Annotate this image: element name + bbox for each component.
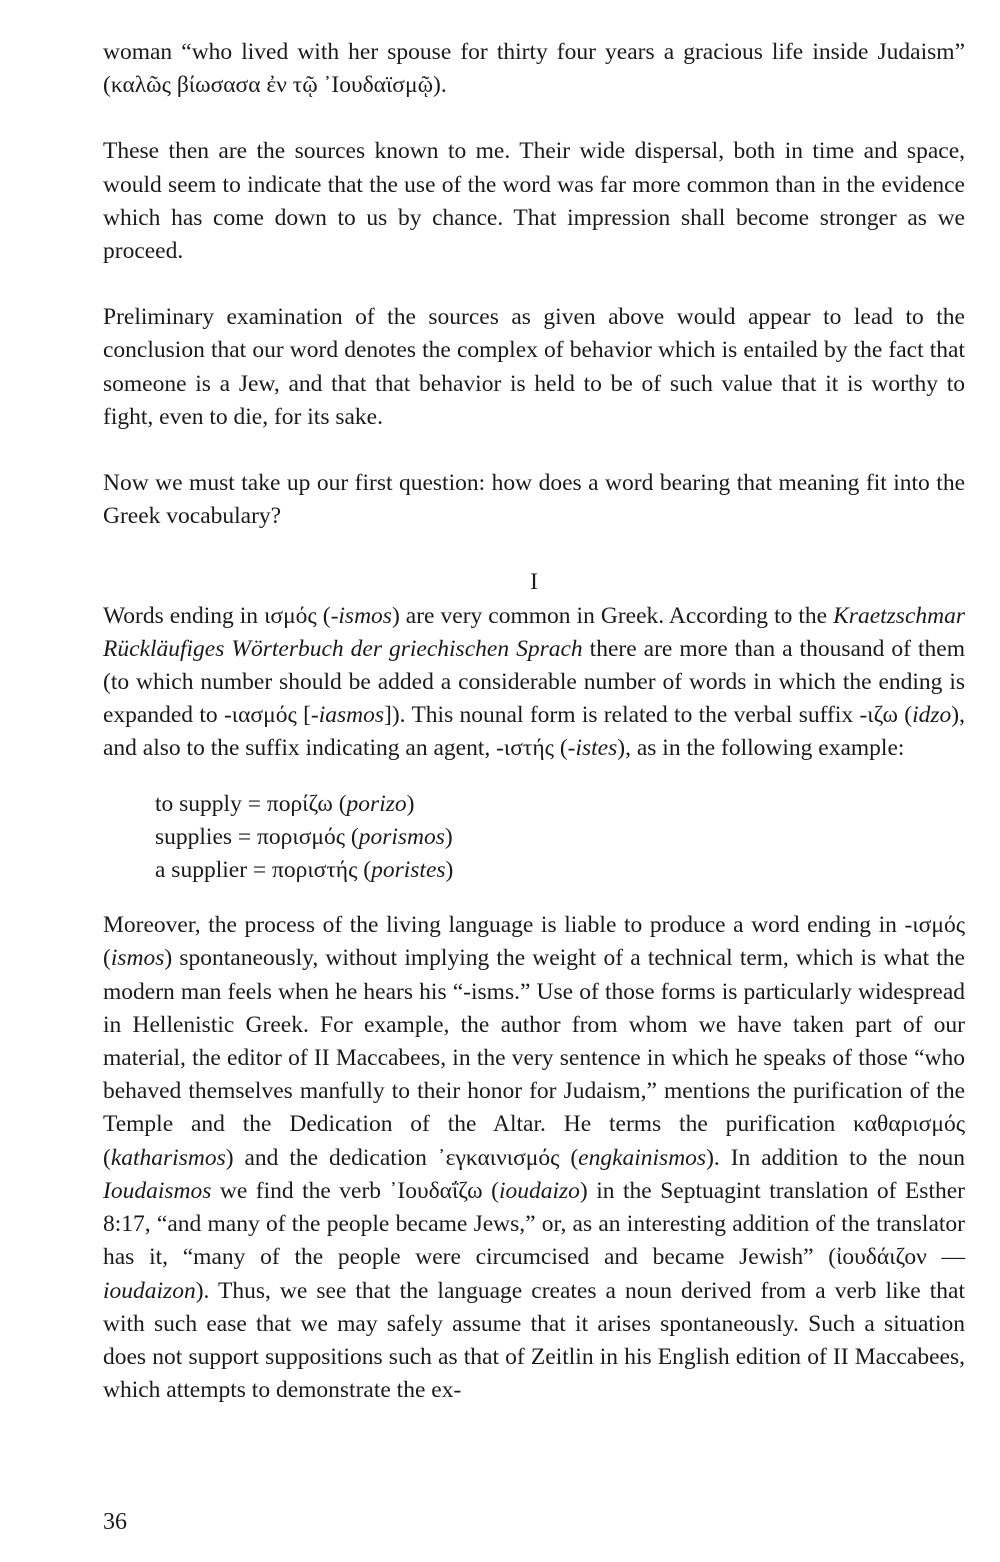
p6-italic-6: ioudaizon	[103, 1277, 196, 1304]
paragraph-3: Preliminary examination of the sources as given above would appear to lead to the conclusion that our word denotes the complex of behavior which is entailed by the fact that someone is a Jew, and that that behavior is held to be of such value that it is worthy to fight, even to die, for its sake.	[103, 304, 965, 430]
p5-italic-4: idzo	[912, 702, 952, 729]
example-close: )	[445, 857, 454, 884]
example-translit: poristes	[371, 857, 446, 884]
p5-italic-2: Kraetzschmar Rückläufiges Wörterbuch der griechischen Sprach	[103, 602, 965, 662]
example-close: )	[406, 790, 415, 817]
page-number: 36	[103, 1509, 127, 1535]
p5-text-4: ]). This nounal form is related to the verbal suffix -ιζω (	[384, 702, 913, 729]
example-english: supplies = πορισμός (	[155, 823, 359, 850]
p5-italic-1: -ismos	[330, 602, 392, 629]
example-line	[155, 854, 965, 887]
paragraph-1: woman “who lived with her spouse for thirty four years a gracious life inside Judaism” (καλῶς βίωσασα ἐν τῷ ᾽Ιουδαϊσμῷ).	[103, 39, 965, 99]
example-line	[155, 788, 965, 821]
p5-text-1: Words ending in ισμός (	[103, 602, 331, 629]
example-list	[155, 788, 965, 888]
paragraph-4: Now we must take up our first question: how does a word bearing that meaning fit into the Greek vocabulary?	[103, 470, 965, 530]
section-heading: I	[530, 569, 538, 596]
p5-text-3: there are more than a thousand of them (to which number should be added a considerable number of words in which the ending is expanded to -ιασμός [	[103, 635, 965, 729]
p6-italic-2: katharismos	[110, 1144, 226, 1171]
p6-italic-4: Ioudaismos	[103, 1177, 212, 1204]
p5-italic-3: -iasmos	[310, 702, 385, 729]
example-english: a supplier = ποριστής (	[155, 857, 372, 884]
p6-italic-1: ismos	[110, 945, 165, 972]
p5-text-2: ) are very common in Greek. According to the	[391, 602, 834, 629]
p6-text-3: ) and the dedication ᾽εγκαινισμός (	[225, 1144, 579, 1171]
p6-text-4: ). In addition to the noun	[706, 1144, 965, 1171]
paragraph-5	[103, 600, 965, 766]
example-line	[155, 821, 965, 854]
example-english: to supply = πορίζω (	[155, 790, 347, 817]
p6-italic-3: engkainismos	[578, 1144, 707, 1171]
example-close: )	[444, 823, 453, 850]
page-body	[103, 36, 965, 1440]
example-translit: porizo	[346, 790, 407, 817]
p6-text-6: ) in the Septuagint translation of Esther 8:17, “and many of the people became Jews,” or, as an interesting addition of the translator has it, “many of the people were circumcised and became Jewish” (ἰουδάιζον —	[103, 1177, 965, 1271]
p6-text-1: Moreover, the process of the living language is liable to produce a word ending in -ισμός (	[103, 912, 965, 972]
p6-italic-5: ioudaizo	[498, 1177, 580, 1204]
p5-italic-5: -istes	[567, 735, 618, 762]
p5-text-6: ), as in the following example:	[617, 735, 905, 762]
paragraph-2: These then are the sources known to me. Their wide dispersal, both in time and space, would seem to indicate that the use of the word was far more common than in the evidence which has come down to us by chance. That impression shall become stronger as we proceed.	[103, 138, 965, 265]
p5-text-5: ), and also to the suffix indicating an agent, -ιστής (	[103, 702, 965, 762]
p6-text-7: ). Thus, we see that the language creates a noun derived from a verb like that with such ease that we may safely assume that it arises spontaneously. Such a situation does not support suppositions such as that of Zeitlin in his English edition of II Maccabees, which attempts to demonstrate the ex-	[103, 1277, 965, 1404]
example-translit: porismos	[358, 823, 445, 850]
paragraph-6	[103, 909, 965, 1407]
p6-text-5: we find the verb ᾽Ιουδαΐζω (	[211, 1177, 499, 1204]
p6-text-2: ) spontaneously, without implying the weight of a technical term, which is what the modern man feels when he hears his “-isms.” Use of those forms is particularly widespread in Hellenistic Greek. For example, the author from whom we have taken part of our material, the editor of II Maccabees, in the very sentence in which he speaks of those “who behaved themselves manfully to their honor for Judaism,” mentions the purification of the Temple and the Dedication of the Altar. He terms the purification καθαρισμός (	[103, 945, 965, 1171]
